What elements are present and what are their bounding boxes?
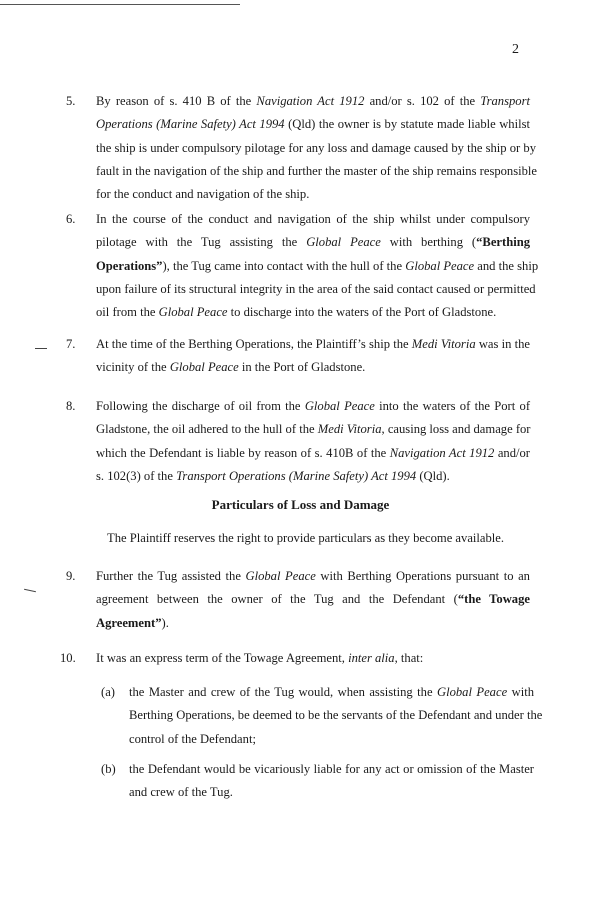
- text-line: [129, 728, 534, 751]
- text-run: Transport: [480, 94, 530, 108]
- text-run: pilotage with the Tug assisting the: [96, 235, 307, 250]
- margin-mark: [24, 589, 36, 592]
- text-line: [96, 333, 530, 356]
- text-line: [96, 356, 530, 379]
- text-run: Global Peace: [306, 235, 381, 250]
- text-line: [96, 565, 530, 588]
- text-line: [96, 612, 530, 635]
- paragraph-number: 9.: [66, 569, 76, 583]
- text-run: (Qld).: [416, 468, 450, 483]
- text-run: Global Peace: [158, 305, 228, 320]
- text-line: [96, 588, 530, 611]
- text-line: [129, 704, 543, 727]
- text-run: Gladstone, the oil adhered to the hull of the: [96, 422, 318, 437]
- text-run: the Defendant would be vicariously liable for any act or omission of the Master: [129, 762, 534, 776]
- text-run: fault in the navigation of the ship and further the master of the ship remains responsible: [96, 163, 538, 178]
- subparagraph-label: (b): [101, 762, 116, 776]
- text-run: Global Peace: [245, 569, 316, 583]
- paragraph-body: [96, 333, 530, 380]
- paragraph-number: 8.: [66, 399, 76, 413]
- text-line: [96, 231, 530, 254]
- paragraph-number: 7.: [66, 337, 76, 351]
- text-run: agreement between the owner of the Tug and the Defendant (: [96, 592, 458, 607]
- text-run: “the Towage: [457, 592, 530, 607]
- text-line: [96, 465, 530, 488]
- text-run: Navigation Act 1912: [389, 445, 495, 460]
- text-run: Global Peace: [436, 685, 508, 699]
- text-run: was in the: [475, 337, 530, 351]
- text-run: and/or: [494, 445, 530, 460]
- text-run: s. 102(3) of the: [96, 468, 177, 483]
- text-line: [96, 137, 536, 160]
- paragraph-body: [96, 90, 538, 206]
- text-run: Global Peace: [169, 360, 239, 375]
- text-run: Agreement”: [96, 615, 162, 630]
- text-line: [96, 278, 536, 301]
- text-line: [96, 395, 530, 418]
- text-run: into the waters of the Port of: [374, 399, 531, 413]
- paragraph-body: [96, 647, 530, 670]
- text-run: with Berthing Operations pursuant to an: [315, 569, 530, 583]
- text-run: , that:: [394, 651, 424, 665]
- text-run: At the time of the Berthing Operations, the Plaintiff’s ship the: [96, 337, 412, 351]
- text-run: Operations”: [96, 258, 163, 273]
- text-line: [129, 681, 534, 704]
- paragraph-number: 10.: [60, 651, 76, 665]
- text-run: (Qld) the owner is by statute made liable whilst: [284, 117, 530, 132]
- paragraph-number: 5.: [66, 94, 76, 108]
- text-run: Medi Vitoria: [411, 337, 476, 351]
- text-run: By reason of s. 410 B of the: [96, 94, 257, 108]
- text-run: , causing loss and damage for: [381, 422, 531, 437]
- text-run: Global Peace: [405, 258, 475, 273]
- text-run: Navigation Act 1912: [256, 94, 365, 108]
- scan-edge-rule: [0, 4, 240, 5]
- paragraph-body: [96, 565, 530, 635]
- text-run: vicinity of the: [96, 360, 170, 375]
- text-line: [96, 183, 530, 206]
- text-line: [96, 160, 538, 183]
- text-run: to discharge into the waters of the Port of Gladstone.: [227, 305, 497, 320]
- subparagraph-body: [129, 758, 534, 805]
- text-run: with: [507, 685, 534, 699]
- text-run: and crew of the Tug.: [129, 785, 233, 800]
- text-line: [96, 442, 530, 465]
- text-run: It was an express term of the Towage Agreement,: [96, 651, 349, 665]
- text-line: [96, 647, 530, 670]
- text-run: which the Defendant is liable by reason of s. 410B of the: [96, 445, 390, 460]
- text-run: and the ship: [474, 258, 539, 273]
- text-run: ), the Tug came into contact with the hull of the: [162, 258, 406, 273]
- text-run: Operations (Marine Safety) Act 1994: [96, 117, 285, 132]
- text-run: Further the Tug assisted the: [96, 569, 246, 583]
- page-number: 2: [512, 42, 519, 57]
- text-run: the ship is under compulsory pilotage for any loss and damage caused by the ship or by: [96, 140, 536, 155]
- text-line: [129, 758, 534, 781]
- text-run: in the Port of Gladstone.: [238, 360, 366, 375]
- text-run: with berthing (: [380, 235, 477, 250]
- text-line: [96, 418, 530, 441]
- text-line: [129, 781, 534, 804]
- text-run: ).: [161, 615, 169, 630]
- text-run: Medi Vitoria: [317, 422, 382, 437]
- subparagraph-body: [129, 681, 543, 751]
- text-run: Berthing Operations, be deemed to be the servants of the Defendant and under the: [129, 708, 543, 723]
- text-line: [96, 208, 530, 231]
- text-line: [96, 90, 530, 113]
- text-run: “Berthing: [476, 235, 530, 250]
- reservation-note: The Plaintiff reserves the right to provide particulars as they become available.: [107, 531, 505, 545]
- text-run: Transport Operations (Marine Safety) Act 1994: [176, 468, 417, 483]
- text-run: oil from the: [96, 305, 159, 320]
- paragraph-body: [96, 395, 530, 488]
- text-run: inter alia: [348, 651, 395, 665]
- text-line: [96, 301, 530, 324]
- text-run: the Master and crew of the Tug would, when assisting the: [129, 685, 437, 699]
- paragraph-number: 6.: [66, 212, 76, 226]
- text-run: Global Peace: [304, 399, 375, 413]
- section-heading: Particulars of Loss and Damage: [211, 497, 390, 512]
- subparagraph-label: (a): [101, 685, 115, 699]
- text-run: In the course of the conduct and navigation of the ship whilst under compulsory: [96, 212, 530, 226]
- text-run: control of the Defendant;: [129, 731, 256, 746]
- text-run: for the conduct and navigation of the ship.: [96, 187, 310, 202]
- text-run: and/or s. 102 of the: [364, 94, 481, 108]
- text-run: upon failure of its structural integrity in the area of the said contact caused or permitted: [96, 281, 536, 296]
- text-line: [96, 113, 530, 136]
- text-run: Following the discharge of oil from the: [96, 399, 305, 413]
- paragraph-body: [96, 208, 539, 324]
- margin-mark: [35, 348, 47, 349]
- text-line: [96, 255, 539, 278]
